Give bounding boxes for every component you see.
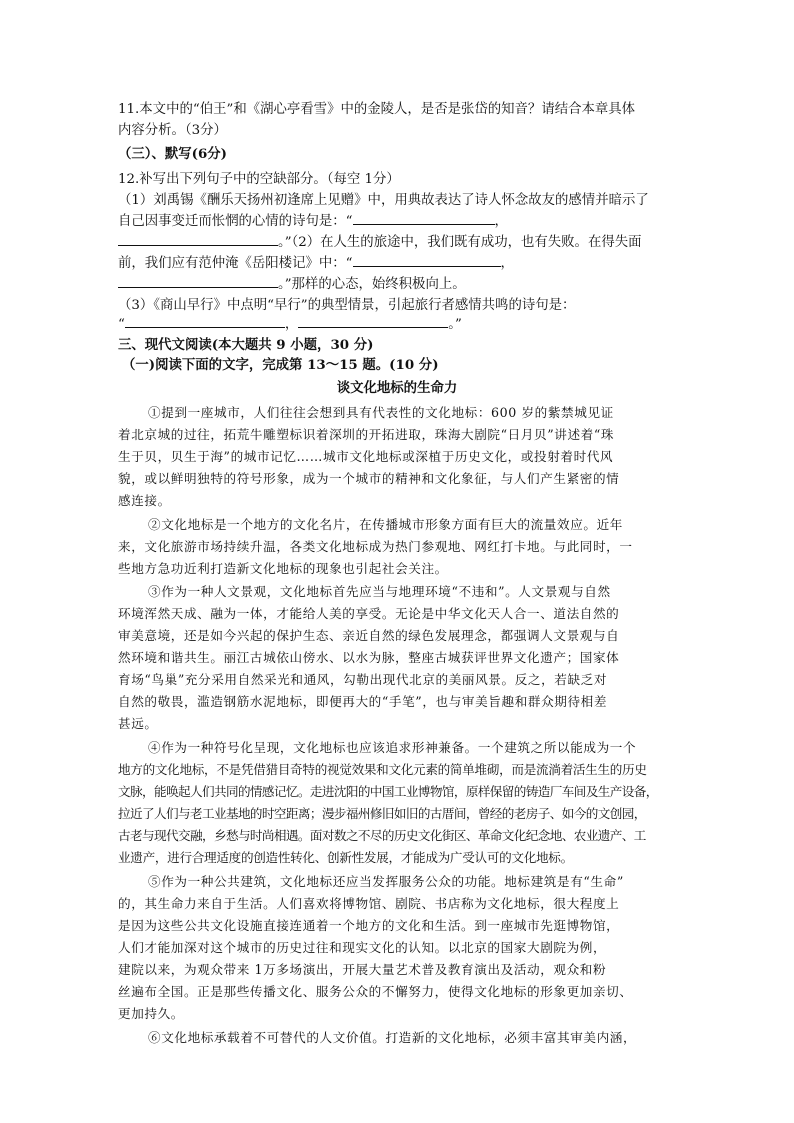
q12-part1-line3 — [118, 231, 642, 250]
paragraph-line: 甚远。 — [118, 716, 158, 731]
q12-part3-close: 。” — [448, 317, 462, 332]
q12-part1-line2 — [118, 210, 508, 229]
answer-blank-5[interactable] — [125, 314, 285, 328]
q12-part1-line4-comma: ， — [500, 256, 514, 271]
section3-heading: 三、现代文阅读(本大题共 9 小题，30 分) — [118, 337, 374, 353]
paragraph-line: 着北京城的过往，拓荒牛雕塑标识着深圳的开拓进取，珠海大剧院“日月贝”讲述着“珠 — [118, 427, 615, 442]
paragraph-line: 文脉，能唤起人们共同的情感记忆。走进沈阳的中国工业博物馆，原样保留的铸造厂车间及生产设备， — [118, 784, 658, 799]
q12-part3-open-quote: “ — [118, 317, 125, 332]
q12-line1: 12.补写出下列句子中的空缺部分。（每空 1分） — [118, 172, 400, 187]
article-title: 谈文化地标的生命力 — [336, 380, 458, 396]
q12-part3-comma: ， — [284, 317, 299, 332]
q12-part1-line3-text: 。”（2）在人生的旅途中，我们既有成功，也有失败。在得失面 — [278, 235, 642, 250]
paragraph-line: 更加持久。 — [118, 1006, 184, 1021]
paragraph-line: 的，其生命力来自于生活。人们喜欢将博物馆、剧院、书店称为文化地标，很大程度上 — [118, 896, 620, 911]
paragraph-line: 自然的敬畏，滥造钢筋水泥地标，即便再大的“手笔”，也与审美旨趣和群众期待相差 — [118, 694, 608, 709]
part1-heading: （一)阅读下面的文字，完成第 13～15 题。(10 分) — [122, 357, 439, 373]
paragraph-line: 生于贝，贝生于海”的城市记忆……城市文化地标或深植于历史文化，或投射着时代风 — [118, 449, 614, 464]
paragraph-line: 貌，或以鲜明独特的符号形象，成为一个城市的精神和文化象征，与人们产生紧密的情 — [118, 471, 620, 486]
paragraph-line: 审美意境，还是如今兴起的保护生态、亲近自然的绿色发展理念，都强调人文景观与自 — [118, 628, 620, 643]
q12-part3-line2 — [118, 313, 462, 332]
paragraph-line: 育场“鸟巢”充分采用自然采光和通风，勾勒出现代北京的美丽风景。反之，若缺乏对 — [118, 672, 608, 687]
answer-blank-6[interactable] — [298, 314, 448, 328]
q12-part1-line5-text: 。”那样的心态，始终积极向上。 — [278, 277, 466, 292]
paragraph-line: 拉近了人们与老工业基地的时空距离；漫步福州修旧如旧的古厝间，曾经的老房子、如今的文创园， — [118, 806, 646, 821]
paragraph-line: 然环境和谐共生。丽江古城依山傍水、以水为脉，整座古城获评世界文化遗产；国家体 — [118, 650, 620, 665]
q12-part1-line5 — [118, 273, 466, 292]
q12-part3-line1: （3）《商山早行》中点明“早行”的典型情景，引起旅行者感情共鸣的诗句是： — [118, 298, 576, 313]
answer-blank-4[interactable] — [118, 274, 278, 288]
section3-sub-heading: （三）、默写(6分) — [118, 146, 228, 162]
q12-part1-line4-text: 前，我们应有范仲淹《岳阳楼记》中：“ — [118, 256, 353, 271]
paragraph-line: 人们才能加深对这个城市的历史过往和现实文化的认知。以北京的国家大剧院为例， — [118, 940, 607, 955]
q11-line2: 内容分析。（3分） — [118, 123, 227, 138]
paragraph-line: ②文化地标是一个地方的文化名片，在传播城市形象方面有巨大的流量效应。近年 — [148, 517, 623, 532]
paragraph-line: 来，文化旅游市场持续升温，各类文化地标成为热门参观地、网红打卡地。与此同时，一 — [118, 539, 633, 554]
q12-part1-line2-comma: ， — [494, 214, 508, 229]
paragraph-line: 些地方急功近利打造新文化地标的现象也引起社会关注。 — [118, 561, 448, 576]
answer-blank-3[interactable] — [353, 253, 501, 267]
paragraph-line: 古老与现代交融，乡愁与时尚相遇。面对数之不尽的历史文化街区、革命文化纪念地、农业遗产、工 — [118, 828, 646, 843]
paragraph-line: ③作为一种人文景观，文化地标首先应当与地理环境“不违和”。人文景观与自然 — [148, 584, 611, 599]
paragraph-line: ⑥文化地标承载着不可替代的人文价值。打造新的文化地标，必须丰富其审美内涵， — [148, 1030, 637, 1045]
paragraph-line: ①提到一座城市，人们往往会想到具有代表性的文化地标：600 岁的紫禁城见证 — [148, 405, 614, 420]
q12-part1-line1: （1）刘禹锡《酬乐天扬州初逢席上见赠》中，用典故表达了诗人怀念故友的感情并暗示了 — [118, 193, 649, 208]
answer-blank-2[interactable] — [118, 232, 278, 246]
paragraph-line: 业遗产，进行合理适度的创造性转化、创新性发展，才能成为广受认可的文化地标。 — [118, 850, 573, 865]
paragraph-line: 建院以来，为观众带来 1万多场演出，开展大量艺术普及教育演出及活动，观众和粉 — [118, 962, 607, 977]
q11-line1: 11.本文中的“伯王”和《湖心亭看雪》中的金陵人，是否是张岱的知音？请结合本章具体 — [118, 102, 636, 117]
answer-blank-1[interactable] — [353, 211, 495, 225]
paragraph-line: 环境浑然天成、融为一体，才能给人美的享受。无论是中华文化天人合一、道法自然的 — [118, 606, 620, 621]
paragraph-line: 地方的文化地标，不是凭借猎目奇特的视觉效果和文化元素的简单堆砌，而是流淌着活生生的历史 — [118, 762, 647, 777]
paragraph-line: 丝遍布全国。正是那些传播文化、服务公众的不懈努力，使得文化地标的形象更加亲切、 — [118, 984, 633, 999]
paragraph-line: 是因为这些公共文化设施直接连通着一个地方的文化和生活。到一座城市先逛博物馆， — [118, 918, 620, 933]
paragraph-line: ⑤作为一种公共建筑，文化地标还应当发挥服务公众的功能。地标建筑是有“生命” — [148, 874, 624, 889]
q12-part1-line2-text: 自己因事变迁而怅惘的心情的诗句是：“ — [118, 214, 353, 229]
paragraph-line: 感连接。 — [118, 493, 171, 508]
paragraph-line: ④作为一种符号化呈现，文化地标也应该追求形神兼备。一个建筑之所以能成为一个 — [148, 740, 637, 755]
q12-part1-line4 — [118, 252, 514, 271]
